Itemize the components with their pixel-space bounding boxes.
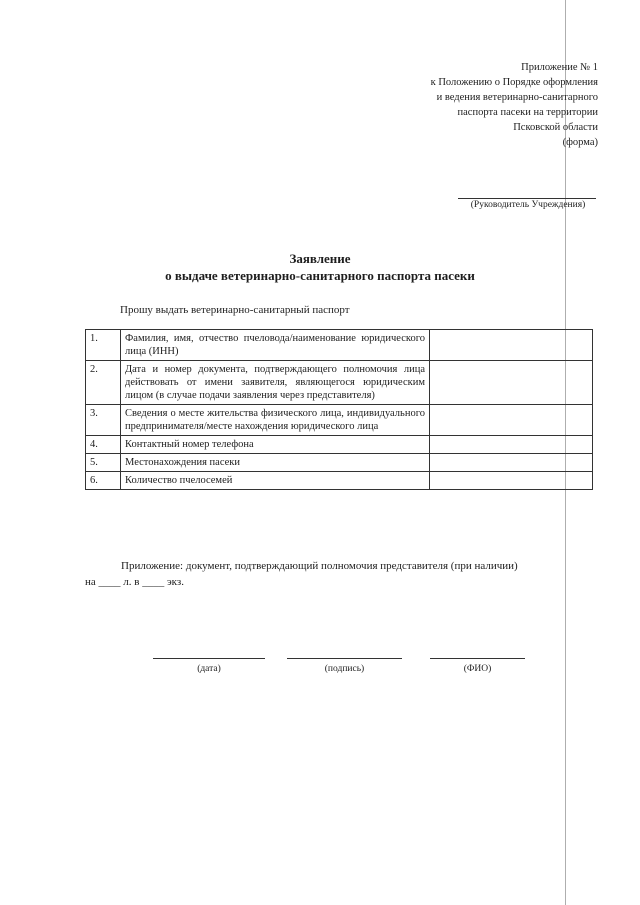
row-value-field[interactable] <box>430 405 593 436</box>
note-line-2: на ____ л. в ____ экз. <box>85 576 184 588</box>
row-value-field[interactable] <box>430 330 593 361</box>
row-label: Количество пчелосемей <box>121 472 430 490</box>
row-label: Дата и номер документа, подтверждающего полномочия лица действовать от имени заявителя, являющегося юридическим лицом (в случае подачи заявления через представителя) <box>121 361 430 405</box>
attachment-note <box>85 558 595 590</box>
table-row <box>86 361 593 405</box>
appendix-line: паспорта пасеки на территории <box>457 107 598 118</box>
intro-text: Прошу выдать ветеринарно-санитарный паспорт <box>120 304 350 316</box>
row-label: Сведения о месте жительства физического лица, индивидуального предпринимателя/месте нахождения юридического лица <box>121 405 430 436</box>
row-number: 6. <box>86 472 121 490</box>
title-line-2: о выдаче ветеринарно-санитарного паспорта пасеки <box>165 268 475 283</box>
row-number: 4. <box>86 436 121 454</box>
row-value-field[interactable] <box>430 472 593 490</box>
name-caption: (ФИО) <box>463 664 492 674</box>
row-label: Контактный номер телефона <box>121 436 430 454</box>
date-line <box>153 658 265 660</box>
appendix-line: Псковской области <box>513 122 598 133</box>
appendix-line: к Положению о Порядке оформления <box>430 77 598 88</box>
note-line-1: Приложение: документ, подтверждающий полномочия представителя (при наличии) <box>121 560 518 572</box>
table-row <box>86 472 593 490</box>
title-line-1: Заявление <box>289 251 351 266</box>
signature-line <box>287 658 402 660</box>
row-label: Местонахождения пасеки <box>121 454 430 472</box>
row-number: 2. <box>86 361 121 405</box>
head-caption: (Руководитель Учреждения) <box>470 200 586 210</box>
row-value-field[interactable] <box>430 454 593 472</box>
row-value-field[interactable] <box>430 436 593 454</box>
application-table <box>85 329 593 490</box>
date-caption: (дата) <box>197 664 221 674</box>
row-number: 1. <box>86 330 121 361</box>
appendix-line: Приложение № 1 <box>521 62 598 73</box>
appendix-line: и ведения ветеринарно-санитарного <box>436 92 598 103</box>
appendix-line: (форма) <box>562 137 598 148</box>
head-signature-line <box>458 198 596 199</box>
table-row <box>86 454 593 472</box>
table-row <box>86 405 593 436</box>
name-line <box>430 658 525 660</box>
document-title <box>0 250 640 284</box>
row-number: 5. <box>86 454 121 472</box>
appendix-block <box>431 60 598 150</box>
row-label: Фамилия, имя, отчество пчеловода/наименование юридического лица (ИНН) <box>121 330 430 361</box>
signature-caption: (подпись) <box>324 664 365 674</box>
table-row <box>86 436 593 454</box>
row-value-field[interactable] <box>430 361 593 405</box>
table-row <box>86 330 593 361</box>
row-number: 3. <box>86 405 121 436</box>
